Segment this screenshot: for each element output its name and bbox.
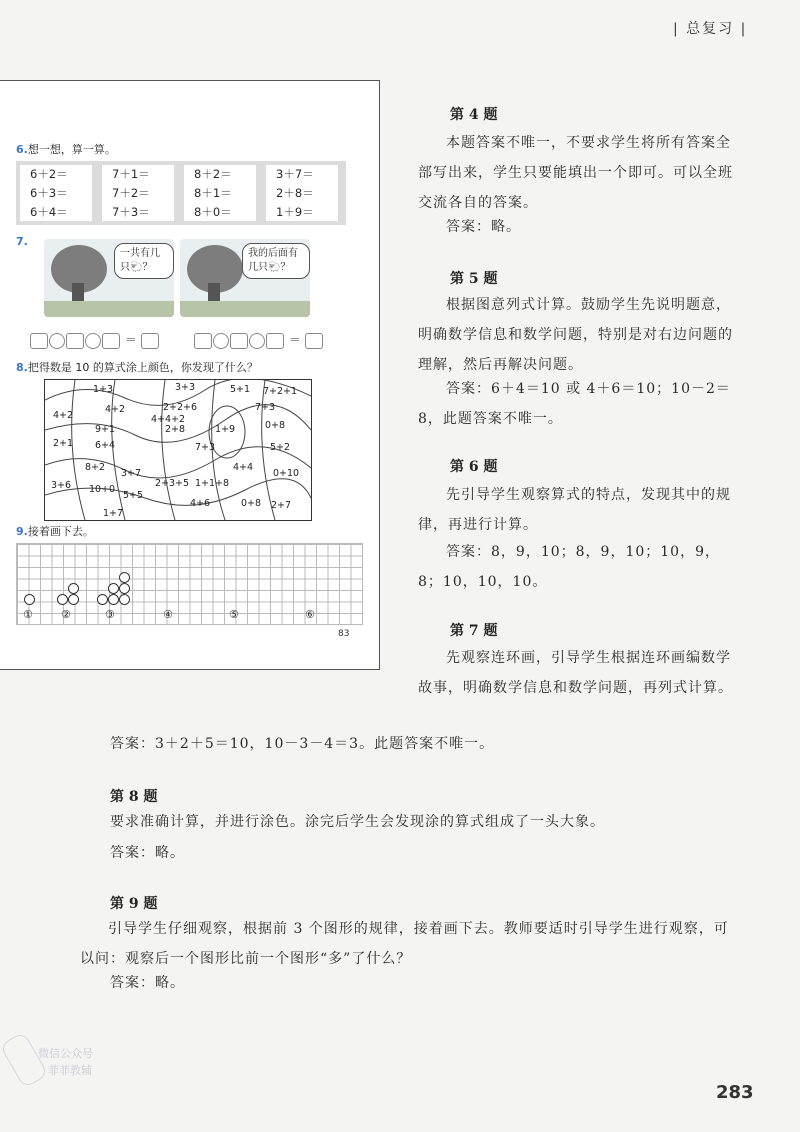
- q6-item: 1＋9＝: [276, 205, 314, 219]
- q7-body: 先观察连环画，引导学生根据连环画编数学故事，明确数学信息和数学问题，再列式计算。: [418, 650, 733, 696]
- q8-body: 要求准确计算，并进行涂色。涂完后学生会发现涂的算式组成了一头大象。: [110, 814, 605, 830]
- q8-title: 第 8 题: [110, 789, 158, 805]
- puzzle-expression: 2+1: [53, 438, 74, 449]
- q6-item: 2＋8＝: [276, 186, 314, 200]
- blank: [249, 333, 265, 349]
- header-title: 总复习: [686, 21, 735, 37]
- q7-answer: 答案：3＋2＋5＝10，10－3－4＝3。此题答案不唯一。: [110, 736, 495, 752]
- q4-title: 第 4 题: [450, 107, 498, 123]
- speech-bubble-left: 一共有几只🐑？: [114, 243, 174, 279]
- q6-heading: [16, 141, 116, 157]
- puzzle-expression: 5+1: [230, 384, 251, 395]
- q9-dot-grid: [16, 543, 363, 625]
- blank: [141, 333, 159, 349]
- q6-table: [16, 161, 346, 225]
- q6-body: 先引导学生观察算式的特点，发现其中的规律，再进行计算。: [418, 487, 731, 533]
- puzzle-expression: 10+0: [89, 484, 116, 495]
- q7-answer-blanks-left: ＝: [30, 331, 160, 349]
- q7-title: 第 7 题: [450, 623, 498, 639]
- q9-body: 引导学生仔细观察，根据前 3 个图形的规律，接着画下去。教师要适时引导学生进行观察，可以问：观察后一个图形比前一个图形“多”了什么？: [80, 921, 729, 967]
- blank: [194, 333, 212, 349]
- puzzle-expression: 3+7: [121, 468, 142, 479]
- puzzle-expression: 1+7: [103, 508, 124, 519]
- blank: [305, 333, 323, 349]
- q6-item: 7＋1＝: [112, 167, 150, 181]
- puzzle-expression: 0+8: [241, 498, 262, 509]
- puzzle-expression: 4+4+2: [151, 414, 186, 425]
- pattern-circle: [119, 572, 130, 583]
- q4-answer: 答案：略。: [446, 219, 521, 235]
- puzzle-expression: 0+10: [273, 468, 300, 479]
- puzzle-expression: 9+1: [95, 424, 116, 435]
- pattern-circle: [108, 594, 119, 605]
- pattern-circle: [108, 583, 119, 594]
- q8-coloring-puzzle: [44, 379, 312, 521]
- puzzle-expression: 1+3: [93, 384, 114, 395]
- inset-page-number: 83: [338, 629, 350, 639]
- q7-heading: [16, 235, 28, 248]
- q8-number: 8.: [16, 361, 28, 374]
- puzzle-expression: 2+7: [271, 500, 292, 511]
- speech-bubble-right: 我的后面有几只🐑？: [242, 243, 310, 279]
- q5-title: 第 5 题: [450, 271, 498, 287]
- q7-answer-blanks-right: ＝: [194, 331, 324, 349]
- pattern-circle: [119, 594, 130, 605]
- pattern-label: ③: [105, 608, 115, 621]
- watermark-line: 微信公众号: [38, 1047, 93, 1060]
- puzzle-expression: 6+4: [95, 440, 116, 451]
- q6-answer: 答案：8，9，10；8，9，10；10，9，8；10，10，10。: [418, 544, 720, 590]
- textbook-inset: [0, 80, 380, 670]
- q8-heading: [16, 359, 258, 375]
- puzzle-expression: 5+2: [270, 442, 291, 453]
- q6-item: 7＋3＝: [112, 205, 150, 219]
- puzzle-expression: 7+3: [255, 402, 276, 413]
- puzzle-expression: 4+6: [190, 498, 211, 509]
- q6-column: [20, 165, 92, 221]
- page-number: 283: [716, 1082, 754, 1103]
- q7-scene-right: [180, 239, 310, 317]
- puzzle-expression: 5+5: [123, 490, 144, 501]
- q6-title: 第 6 题: [450, 459, 498, 475]
- puzzle-expression: 8+2: [85, 462, 106, 473]
- blank: [30, 333, 48, 349]
- running-header: | 总复习 |: [673, 21, 748, 37]
- q6-item: 8＋1＝: [194, 186, 232, 200]
- puzzle-expression: 2+2+6: [163, 402, 198, 413]
- q6-column: [266, 165, 338, 221]
- puzzle-expression: 1+9: [215, 424, 236, 435]
- q6-item: 6＋2＝: [30, 167, 68, 181]
- pattern-label: ④: [163, 608, 173, 621]
- blank: [66, 333, 84, 349]
- pattern-label: ①: [23, 608, 33, 621]
- q6-item: 3＋7＝: [276, 167, 314, 181]
- blank: [49, 333, 65, 349]
- puzzle-expression: 1+1+8: [195, 478, 230, 489]
- q4-body: 本题答案不唯一，不要求学生将所有答案全部写出来，学生只要能填出一个即可。可以全班交流各自的答案。: [418, 135, 733, 211]
- q6-item: 6＋3＝: [30, 186, 68, 200]
- q6-item: 8＋2＝: [194, 167, 232, 181]
- pattern-circle: [68, 583, 79, 594]
- puzzle-expression: 3+6: [51, 480, 72, 491]
- blank: [213, 333, 229, 349]
- q9-title: 第 9 题: [110, 896, 158, 912]
- watermark-line: 菲菲教辅: [48, 1064, 92, 1077]
- q6-item: 6＋4＝: [30, 205, 68, 219]
- pattern-circle: [97, 594, 108, 605]
- pattern-label: ⑤: [229, 608, 239, 621]
- q7-scene-left: [44, 239, 174, 317]
- q9-heading: [16, 523, 94, 539]
- pattern-circle: [119, 583, 130, 594]
- pattern-circle: [57, 594, 68, 605]
- q6-item: 8＋0＝: [194, 205, 232, 219]
- q9-number: 9.: [16, 525, 28, 538]
- q9-title: 接着画下去。: [27, 525, 94, 538]
- puzzle-expression: 4+2: [53, 410, 74, 421]
- blank: [266, 333, 284, 349]
- q6-column: [102, 165, 174, 221]
- blank: [230, 333, 248, 349]
- q9-answer: 答案：略。: [110, 975, 185, 991]
- puzzle-expression: 4+2: [105, 404, 126, 415]
- blank: [85, 333, 101, 349]
- q8-answer: 答案：略。: [110, 845, 185, 861]
- q7-number: 7.: [16, 235, 28, 248]
- puzzle-expression: 4+4: [233, 462, 254, 473]
- q8-title: 把得数是 10 的算式涂上颜色，你发现了什么？: [27, 361, 258, 374]
- puzzle-expression: 2+3+5: [155, 478, 190, 489]
- puzzle-expression: 7+3: [195, 442, 216, 453]
- q6-title: 想一想，算一算。: [27, 143, 116, 156]
- pattern-label: ⑥: [305, 608, 315, 621]
- pattern-circle: [68, 594, 79, 605]
- puzzle-expression: 3+3: [175, 382, 196, 393]
- q6-item: 7＋2＝: [112, 186, 150, 200]
- q6-number: 6.: [16, 143, 28, 156]
- watermark: [38, 1045, 93, 1079]
- q5-body: 根据图意列式计算。鼓励学生先说明题意，明确数学信息和数学问题，特别是对右边问题的理解，然后再解决问题。: [418, 297, 733, 373]
- puzzle-expression: 7+2+1: [263, 386, 298, 397]
- puzzle-expression: 0+8: [265, 420, 286, 431]
- pattern-circle: [24, 594, 35, 605]
- q5-answer: 答案：6＋4＝10 或 4＋6＝10；10－2＝8，此题答案不唯一。: [418, 381, 731, 427]
- blank: [102, 333, 120, 349]
- puzzle-expression: 2+8: [165, 424, 186, 435]
- pattern-label: ②: [61, 608, 71, 621]
- q6-column: [184, 165, 256, 221]
